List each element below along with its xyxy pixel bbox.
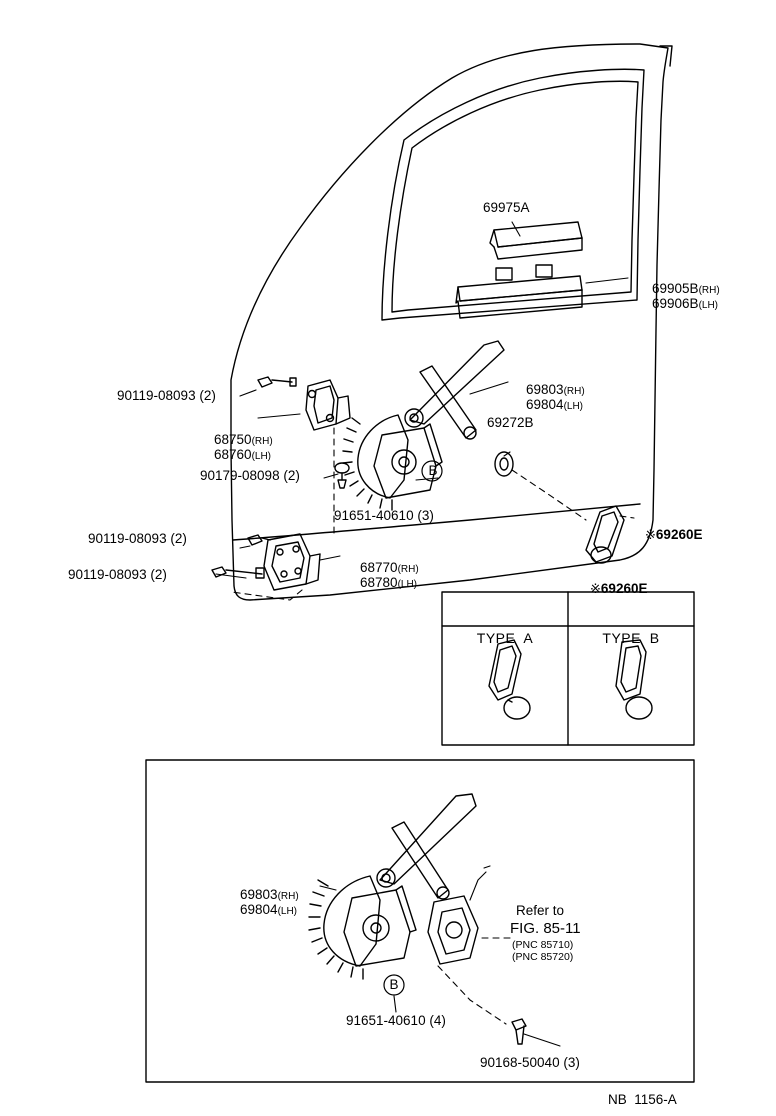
label-69906b [637, 281, 718, 328]
star-icon-typebox: ※ [590, 581, 601, 596]
label-68750-suffix: (RH) [251, 436, 273, 447]
label-68780 [345, 560, 417, 607]
part-69975a [490, 222, 582, 259]
callout-b-main-text: B [428, 463, 438, 478]
footer-code: NB 1156-A [608, 1092, 677, 1107]
label-90168-50040: 90168-50040 (3) [480, 1055, 580, 1070]
label-69905b-number: 69905B [652, 281, 699, 296]
type-box-title-number: 69260E [600, 581, 648, 596]
part-bolt-lower-b [212, 567, 264, 578]
part-69905b-channel [456, 265, 582, 318]
type-b-header [568, 601, 694, 676]
type-a-header-text: TYPE A [476, 630, 534, 646]
label-69906b-suffix: (LH) [698, 300, 719, 311]
refer-line-1: Refer to [516, 903, 565, 918]
label-68760-number: 68760 [214, 447, 252, 462]
part-bolt-lower-a [248, 535, 270, 545]
part-bolt-upper-a [258, 377, 296, 387]
part-68770-hinge-lower [264, 534, 320, 590]
star-icon-main: ※ [645, 527, 656, 542]
label-90119-08093-a: 90119-08093 (2) [117, 388, 216, 403]
label-90119-08093-b: 90119-08093 (2) [88, 531, 187, 546]
label-69905b-suffix: (RH) [698, 285, 720, 296]
part-69803-regulator-main [343, 341, 504, 510]
label-69906b-number: 69906B [652, 296, 699, 311]
part-screw-90179 [335, 463, 349, 488]
part-68750-hinge-upper [306, 380, 350, 430]
type-a-header [442, 601, 568, 676]
type-b-header-text: TYPE B [602, 630, 660, 646]
label-69804-detail-number: 69804 [240, 902, 278, 917]
refer-line-4: (PNC 85720) [512, 951, 574, 963]
refer-line-3: (PNC 85710) [512, 939, 574, 951]
label-69804-detail-suffix: (LH) [277, 906, 298, 917]
label-69803-detail-number: 69803 [240, 887, 278, 902]
label-68780-suffix: (LH) [397, 579, 418, 590]
label-68750-number: 68750 [214, 432, 252, 447]
label-69804-main-number: 69804 [526, 397, 564, 412]
label-90179-08098: 90179-08098 (2) [200, 468, 300, 483]
part-69803-regulator-detail [309, 794, 490, 979]
label-69803-main-number: 69803 [526, 382, 564, 397]
label-90119-08093-c: 90119-08093 (2) [68, 567, 167, 582]
label-69803-detail-suffix: (RH) [277, 891, 299, 902]
part-69260e-handle-main [586, 506, 624, 563]
label-91651-40610-main: 91651-40610 (3) [334, 508, 434, 523]
label-69803-main-suffix: (RH) [563, 386, 585, 397]
label-69975a: 69975A [483, 200, 530, 215]
label-68760-suffix: (LH) [251, 451, 272, 462]
label-91651-40610-detail: 91651-40610 (4) [346, 1013, 446, 1028]
label-68770-suffix: (RH) [397, 564, 419, 575]
label-68770-number: 68770 [360, 560, 398, 575]
window-glass-inner [392, 81, 638, 312]
dashed-lines-detail [438, 938, 512, 1024]
refer-line-2: FIG. 85-11 [510, 920, 581, 937]
label-69260e-main-number: 69260E [655, 527, 703, 542]
label-69260e-main [630, 512, 702, 557]
label-69272b: 69272B [487, 415, 534, 430]
label-68780-number: 68780 [360, 575, 398, 590]
label-69804-detail [225, 887, 297, 934]
part-bolt-90168-detail [512, 1019, 526, 1044]
callout-b-detail-text: B [389, 977, 399, 992]
label-69804-main-suffix: (LH) [563, 401, 584, 412]
